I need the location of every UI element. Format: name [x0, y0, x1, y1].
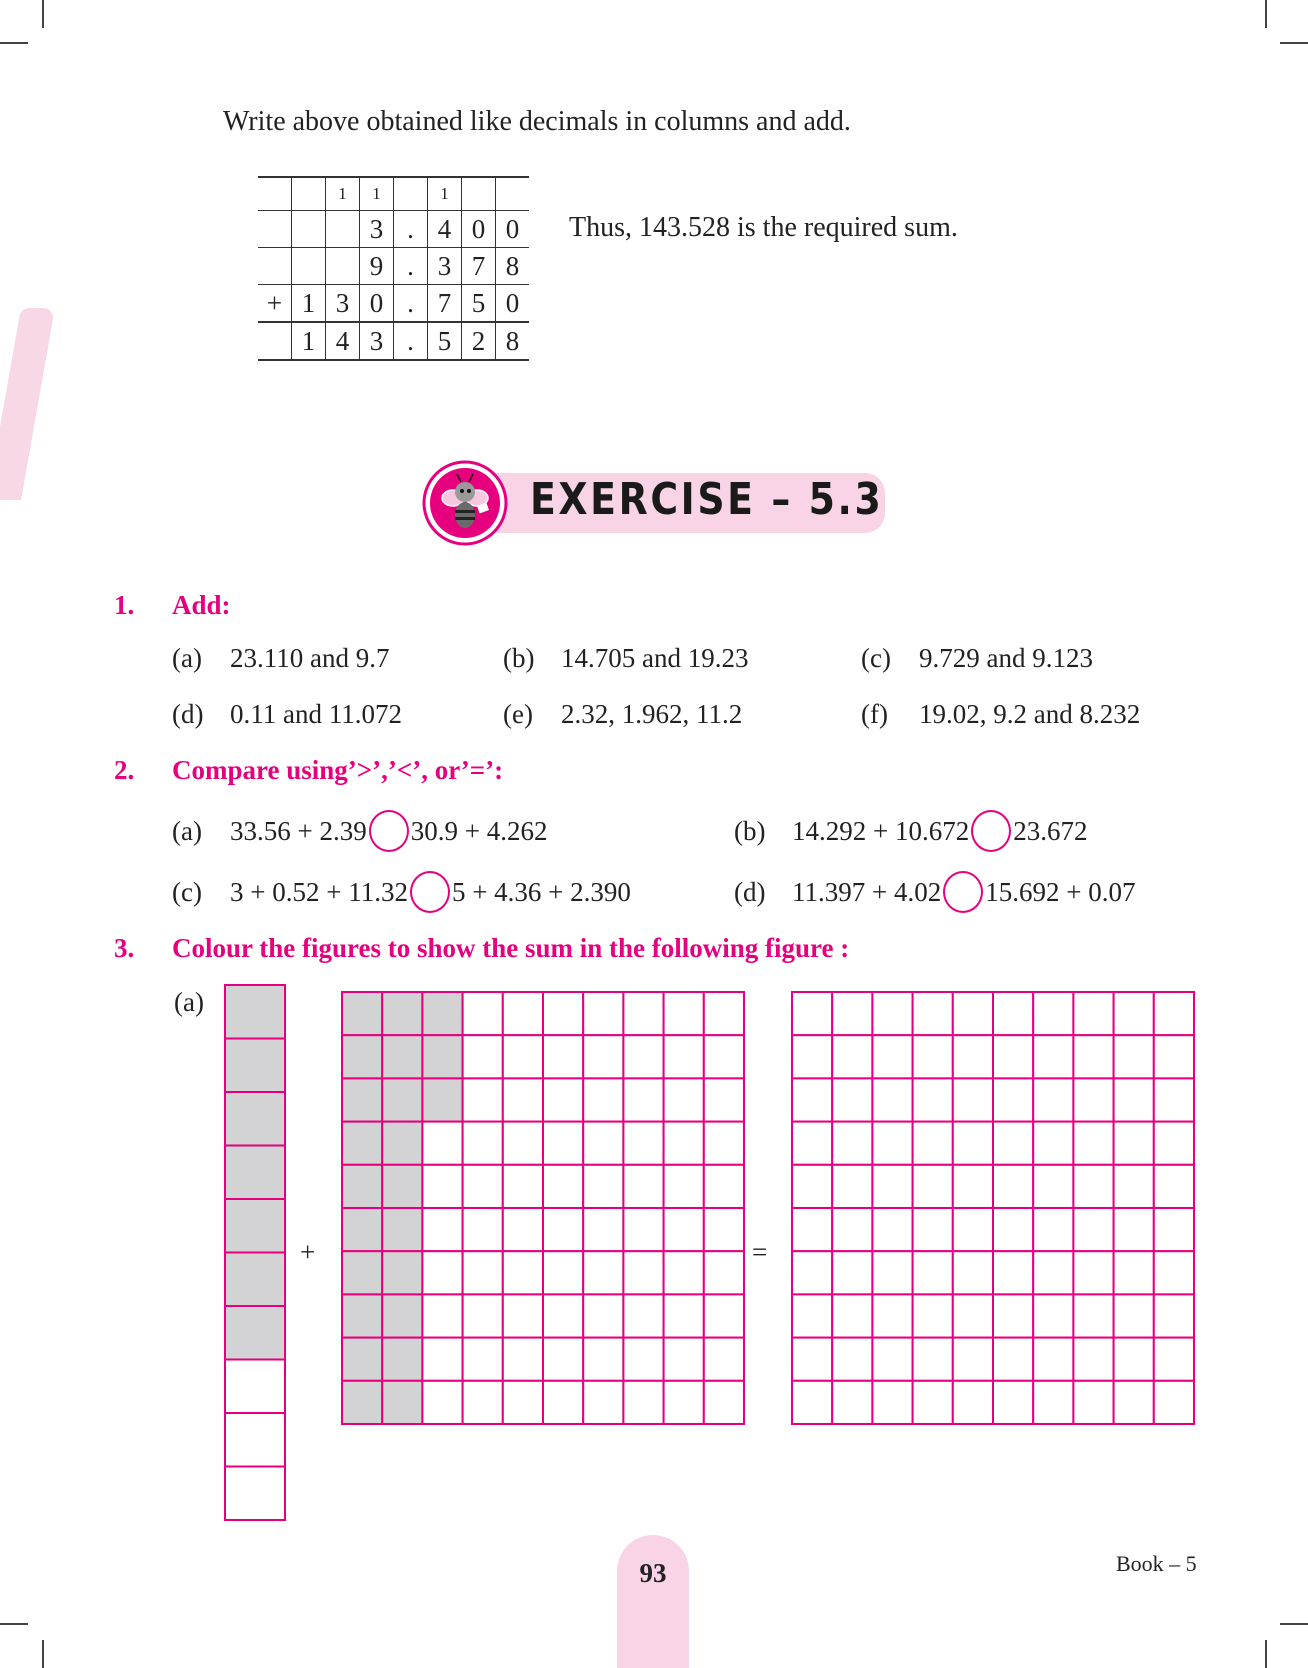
grid-cell[interactable]	[1033, 1338, 1073, 1381]
q2-item-a: (a) 33.56 + 2.39 30.9 + 4.262	[172, 810, 547, 852]
q1-item-f: (f) 19.02, 9.2 and 8.232	[861, 699, 1141, 729]
grid-cell[interactable]	[382, 1165, 422, 1208]
grid-cell[interactable]	[543, 1122, 583, 1165]
grid-cell[interactable]	[1114, 1251, 1154, 1294]
grid-cell[interactable]	[1154, 1122, 1194, 1165]
grid-cell[interactable]	[463, 1208, 503, 1251]
grid-cell[interactable]	[704, 1381, 744, 1424]
grid-cell[interactable]	[664, 992, 704, 1035]
grid-cell[interactable]	[664, 1122, 704, 1165]
grid-cell[interactable]	[463, 1381, 503, 1424]
side-tab	[0, 308, 55, 500]
q1-item-a: (a) 23.110 and 9.7	[172, 643, 390, 673]
crop-mark	[1280, 1623, 1308, 1625]
grid-cell[interactable]	[623, 1294, 663, 1337]
grid-cell[interactable]	[872, 1381, 912, 1424]
grid-cell[interactable]	[463, 1165, 503, 1208]
strip-cell[interactable]	[225, 1199, 285, 1253]
grid-cell[interactable]	[1033, 1251, 1073, 1294]
crop-mark	[1265, 0, 1267, 28]
grid-cell[interactable]	[872, 1294, 912, 1337]
grid-cell[interactable]	[342, 1165, 382, 1208]
grid-cell[interactable]	[1073, 992, 1113, 1035]
grid-cell[interactable]	[832, 992, 872, 1035]
crop-mark	[1280, 42, 1308, 44]
book-label: Book – 5	[1116, 1551, 1197, 1576]
grid-cell[interactable]	[792, 1208, 832, 1251]
grid-cell[interactable]	[993, 1165, 1033, 1208]
grid-cell[interactable]	[623, 1165, 663, 1208]
strip-cell[interactable]	[225, 1467, 285, 1521]
grid-cell[interactable]	[792, 1078, 832, 1121]
grid-cell[interactable]	[993, 1208, 1033, 1251]
grid-cell[interactable]	[422, 1078, 462, 1121]
grid-cell[interactable]	[913, 1381, 953, 1424]
grid-cell[interactable]	[342, 1294, 382, 1337]
q3-part-label: (a)	[174, 987, 204, 1017]
grid-cell[interactable]	[342, 1035, 382, 1078]
grid-cell[interactable]	[623, 1078, 663, 1121]
bee-mascot-icon	[422, 460, 508, 546]
grid-cell[interactable]	[583, 992, 623, 1035]
grid-cell[interactable]	[872, 1338, 912, 1381]
grid-cell[interactable]	[543, 1381, 583, 1424]
grid-cell[interactable]	[1073, 1381, 1113, 1424]
compare-answer-circle[interactable]	[971, 810, 1011, 852]
crop-mark	[0, 42, 28, 44]
strip-cell[interactable]	[225, 1039, 285, 1093]
grid-cell[interactable]	[872, 992, 912, 1035]
grid-cell[interactable]	[1073, 1122, 1113, 1165]
grid-cell[interactable]	[704, 1035, 744, 1078]
grid-cell[interactable]	[664, 1381, 704, 1424]
grid-cell[interactable]	[993, 1338, 1033, 1381]
grid-cell[interactable]	[422, 1165, 462, 1208]
grid-cell[interactable]	[792, 1294, 832, 1337]
grid-cell[interactable]	[993, 1122, 1033, 1165]
result-row: 1 4 3 . 5 2 8	[258, 322, 529, 360]
question-3-text: Colour the figures to show the sum in the following figure :	[172, 933, 850, 963]
grid-cell[interactable]	[872, 1208, 912, 1251]
grid-cell[interactable]	[342, 1078, 382, 1121]
grid-cell[interactable]	[1114, 1035, 1154, 1078]
grid-cell[interactable]	[664, 1294, 704, 1337]
grid-cell[interactable]	[623, 1208, 663, 1251]
grid-cell[interactable]	[664, 1338, 704, 1381]
grid-cell[interactable]	[792, 1381, 832, 1424]
grid-cell[interactable]	[913, 1208, 953, 1251]
grid-cell[interactable]	[1033, 1122, 1073, 1165]
grid-cell[interactable]	[543, 1338, 583, 1381]
grid-cell[interactable]	[664, 1251, 704, 1294]
grid-cell[interactable]	[1154, 1078, 1194, 1121]
grid-cell[interactable]	[913, 1165, 953, 1208]
q1-item-d: (d) 0.11 and 11.072	[172, 699, 402, 729]
grid-cell[interactable]	[583, 1078, 623, 1121]
grid-cell[interactable]	[993, 1035, 1033, 1078]
grid-cell[interactable]	[1114, 1208, 1154, 1251]
question-2-text: Compare using’>’,’<’, or’=’:	[172, 755, 504, 785]
grid-cell[interactable]	[993, 1078, 1033, 1121]
grid-cell[interactable]	[953, 1035, 993, 1078]
grid-cell[interactable]	[953, 1165, 993, 1208]
conclusion-text: Thus, 143.528 is the required sum.	[569, 212, 958, 243]
grid-cell[interactable]	[664, 1208, 704, 1251]
grid-cell[interactable]	[1154, 1338, 1194, 1381]
grid-cell[interactable]	[1114, 1294, 1154, 1337]
grid-cell[interactable]	[583, 1165, 623, 1208]
grid-cell[interactable]	[503, 1035, 543, 1078]
grid-cell[interactable]	[1073, 1251, 1113, 1294]
grid-cell[interactable]	[1073, 1294, 1113, 1337]
strip-cell[interactable]	[225, 1306, 285, 1360]
intro-text: Write above obtained like decimals in columns and add.	[223, 106, 851, 137]
strip-cell[interactable]	[225, 985, 285, 1039]
grid-cell[interactable]	[463, 1338, 503, 1381]
grid-cell[interactable]	[1073, 1035, 1113, 1078]
grid-cell[interactable]	[543, 1251, 583, 1294]
grid-cell[interactable]	[704, 1078, 744, 1121]
grid-cell[interactable]	[953, 992, 993, 1035]
grid-cell[interactable]	[872, 1122, 912, 1165]
page-number-tab	[617, 1535, 689, 1668]
grid-cell[interactable]	[382, 1122, 422, 1165]
grid-cell[interactable]	[664, 1078, 704, 1121]
grid-cell[interactable]	[463, 992, 503, 1035]
grid-cell[interactable]	[342, 1251, 382, 1294]
grid-cell[interactable]	[1033, 1165, 1073, 1208]
question-1-number: 1.	[114, 590, 135, 620]
grid-cell[interactable]	[792, 992, 832, 1035]
grid-cell[interactable]	[704, 1251, 744, 1294]
strip-cell[interactable]	[225, 1092, 285, 1146]
grid-cell[interactable]	[704, 1165, 744, 1208]
crop-mark	[42, 1640, 44, 1668]
grid-cell[interactable]	[704, 1208, 744, 1251]
carry-row: 1 1 1	[258, 177, 529, 211]
grid-cell[interactable]	[543, 1078, 583, 1121]
grid-cell[interactable]	[623, 1035, 663, 1078]
grid-cell[interactable]	[1114, 1338, 1154, 1381]
q1-item-c: (c) 9.729 and 9.123	[861, 643, 1093, 673]
grid-cell[interactable]	[664, 1035, 704, 1078]
grid-cell[interactable]	[792, 1035, 832, 1078]
strip-cell[interactable]	[225, 1360, 285, 1414]
q2-item-c: (c) 3 + 0.52 + 11.32 5 + 4.36 + 2.390	[172, 871, 631, 913]
hundred-grid-addend[interactable]	[340, 990, 746, 1426]
compare-answer-circle[interactable]	[943, 871, 983, 913]
grid-cell[interactable]	[583, 1208, 623, 1251]
grid-cell[interactable]	[583, 1035, 623, 1078]
grid-cell[interactable]	[953, 1294, 993, 1337]
crop-mark	[0, 1623, 28, 1625]
q1-item-e: (e) 2.32, 1.962, 11.2	[503, 699, 743, 729]
grid-cell[interactable]	[1033, 1208, 1073, 1251]
grid-cell[interactable]	[583, 1381, 623, 1424]
grid-cell[interactable]	[463, 1294, 503, 1337]
grid-cell[interactable]	[993, 1381, 1033, 1424]
grid-cell[interactable]	[832, 1165, 872, 1208]
grid-cell[interactable]	[422, 992, 462, 1035]
grid-cell[interactable]	[1154, 992, 1194, 1035]
grid-cell[interactable]	[382, 992, 422, 1035]
grid-cell[interactable]	[382, 1078, 422, 1121]
grid-cell[interactable]	[913, 1251, 953, 1294]
grid-cell[interactable]	[463, 1078, 503, 1121]
grid-cell[interactable]	[953, 1122, 993, 1165]
grid-cell[interactable]	[792, 1251, 832, 1294]
grid-cell[interactable]	[1114, 1381, 1154, 1424]
grid-cell[interactable]	[1114, 1165, 1154, 1208]
grid-cell[interactable]	[1033, 1381, 1073, 1424]
grid-cell[interactable]	[1154, 1208, 1194, 1251]
grid-cell[interactable]	[342, 1338, 382, 1381]
grid-cell[interactable]	[953, 1381, 993, 1424]
grid-cell[interactable]	[993, 992, 1033, 1035]
page-number: 93	[639, 1558, 667, 1588]
grid-cell[interactable]	[463, 1122, 503, 1165]
grid-cell[interactable]	[503, 1078, 543, 1121]
grid-cell[interactable]	[953, 1208, 993, 1251]
grid-cell[interactable]	[832, 1381, 872, 1424]
grid-cell[interactable]	[543, 1165, 583, 1208]
strip-cell[interactable]	[225, 1146, 285, 1200]
grid-cell[interactable]	[623, 1251, 663, 1294]
grid-cell[interactable]	[1033, 1035, 1073, 1078]
grid-cell[interactable]	[422, 1338, 462, 1381]
grid-cell[interactable]	[382, 1294, 422, 1337]
grid-cell[interactable]	[1154, 1294, 1194, 1337]
column-addition-table	[258, 176, 529, 361]
grid-cell[interactable]	[1154, 1165, 1194, 1208]
grid-cell[interactable]	[382, 1208, 422, 1251]
grid-cell[interactable]	[664, 1165, 704, 1208]
grid-cell[interactable]	[382, 1381, 422, 1424]
grid-cell[interactable]	[623, 1122, 663, 1165]
grid-cell[interactable]	[342, 992, 382, 1035]
grid-cell[interactable]	[503, 1165, 543, 1208]
grid-cell[interactable]	[872, 1078, 912, 1121]
grid-cell[interactable]	[503, 1381, 543, 1424]
grid-cell[interactable]	[832, 1251, 872, 1294]
grid-cell[interactable]	[422, 1122, 462, 1165]
equals-sign: =	[752, 1237, 768, 1267]
grid-cell[interactable]	[704, 1294, 744, 1337]
grid-cell[interactable]	[382, 1338, 422, 1381]
crop-mark	[42, 0, 44, 28]
tenths-strip[interactable]	[223, 983, 287, 1523]
strip-cell[interactable]	[225, 1253, 285, 1307]
addend-row: 3 . 4 0 0	[258, 211, 529, 248]
grid-cell[interactable]	[503, 992, 543, 1035]
grid-cell[interactable]	[1154, 1251, 1194, 1294]
grid-cell[interactable]	[832, 1078, 872, 1121]
grid-cell[interactable]	[583, 1251, 623, 1294]
grid-cell[interactable]	[993, 1251, 1033, 1294]
addend-row: + 1 3 0 . 7 5 0	[258, 285, 529, 323]
grid-cell[interactable]	[463, 1251, 503, 1294]
exercise-title: EXERCISE – 5.3	[530, 474, 884, 525]
grid-cell[interactable]	[993, 1294, 1033, 1337]
grid-cell[interactable]	[422, 1381, 462, 1424]
grid-cell[interactable]	[1073, 1078, 1113, 1121]
grid-cell[interactable]	[422, 1035, 462, 1078]
grid-cell[interactable]	[503, 1338, 543, 1381]
grid-cell[interactable]	[913, 1035, 953, 1078]
grid-cell[interactable]	[503, 1122, 543, 1165]
grid-cell[interactable]	[1073, 1208, 1113, 1251]
grid-cell[interactable]	[913, 1078, 953, 1121]
grid-cell[interactable]	[1033, 992, 1073, 1035]
grid-cell[interactable]	[342, 1208, 382, 1251]
grid-cell[interactable]	[953, 1078, 993, 1121]
grid-cell[interactable]	[583, 1294, 623, 1337]
question-1-text: Add:	[172, 590, 231, 620]
grid-cell[interactable]	[342, 1122, 382, 1165]
grid-cell[interactable]	[832, 1035, 872, 1078]
grid-cell[interactable]	[1154, 1381, 1194, 1424]
grid-cell[interactable]	[382, 1251, 422, 1294]
grid-cell[interactable]	[1114, 992, 1154, 1035]
question-2-number: 2.	[114, 755, 135, 785]
grid-cell[interactable]	[832, 1122, 872, 1165]
grid-cell[interactable]	[832, 1208, 872, 1251]
grid-cell[interactable]	[792, 1122, 832, 1165]
compare-answer-circle[interactable]	[369, 810, 409, 852]
grid-cell[interactable]	[953, 1338, 993, 1381]
grid-cell[interactable]	[1073, 1338, 1113, 1381]
grid-cell[interactable]	[382, 1035, 422, 1078]
grid-cell[interactable]	[1114, 1078, 1154, 1121]
addend-row: 9 . 3 7 8	[258, 248, 529, 285]
hundred-grid-result[interactable]	[790, 990, 1196, 1426]
grid-cell[interactable]	[704, 1338, 744, 1381]
grid-cell[interactable]	[704, 1122, 744, 1165]
grid-cell[interactable]	[913, 1294, 953, 1337]
grid-cell[interactable]	[543, 992, 583, 1035]
grid-cell[interactable]	[872, 1251, 912, 1294]
grid-cell[interactable]	[342, 1381, 382, 1424]
grid-cell[interactable]	[422, 1208, 462, 1251]
crop-mark	[1265, 1640, 1267, 1668]
grid-cell[interactable]	[623, 992, 663, 1035]
q2-item-d: (d) 11.397 + 4.02 15.692 + 0.07	[734, 871, 1135, 913]
grid-cell[interactable]	[583, 1338, 623, 1381]
grid-cell[interactable]	[953, 1251, 993, 1294]
question-3-number: 3.	[114, 933, 135, 963]
grid-cell[interactable]	[832, 1338, 872, 1381]
grid-cell[interactable]	[1073, 1165, 1113, 1208]
grid-cell[interactable]	[623, 1338, 663, 1381]
grid-cell[interactable]	[792, 1165, 832, 1208]
grid-cell[interactable]	[792, 1338, 832, 1381]
grid-cell[interactable]	[872, 1035, 912, 1078]
grid-cell[interactable]	[422, 1294, 462, 1337]
grid-cell[interactable]	[503, 1294, 543, 1337]
grid-cell[interactable]	[623, 1381, 663, 1424]
grid-cell[interactable]	[1033, 1294, 1073, 1337]
grid-cell[interactable]	[422, 1251, 462, 1294]
q2-item-b: (b) 14.292 + 10.672 23.672	[734, 810, 1087, 852]
grid-cell[interactable]	[1114, 1122, 1154, 1165]
grid-cell[interactable]	[503, 1251, 543, 1294]
plus-sign: +	[300, 1237, 316, 1267]
grid-cell[interactable]	[913, 992, 953, 1035]
grid-cell[interactable]	[543, 1294, 583, 1337]
grid-cell[interactable]	[872, 1165, 912, 1208]
q1-item-b: (b) 14.705 and 19.23	[503, 643, 749, 673]
compare-answer-circle[interactable]	[410, 871, 450, 913]
grid-cell[interactable]	[1033, 1078, 1073, 1121]
grid-cell[interactable]	[543, 1208, 583, 1251]
grid-cell[interactable]	[704, 992, 744, 1035]
grid-cell[interactable]	[832, 1294, 872, 1337]
grid-cell[interactable]	[583, 1122, 623, 1165]
strip-cell[interactable]	[225, 1413, 285, 1467]
grid-cell[interactable]	[543, 1035, 583, 1078]
grid-cell[interactable]	[1154, 1035, 1194, 1078]
grid-cell[interactable]	[913, 1122, 953, 1165]
grid-cell[interactable]	[503, 1208, 543, 1251]
grid-cell[interactable]	[463, 1035, 503, 1078]
grid-cell[interactable]	[913, 1338, 953, 1381]
